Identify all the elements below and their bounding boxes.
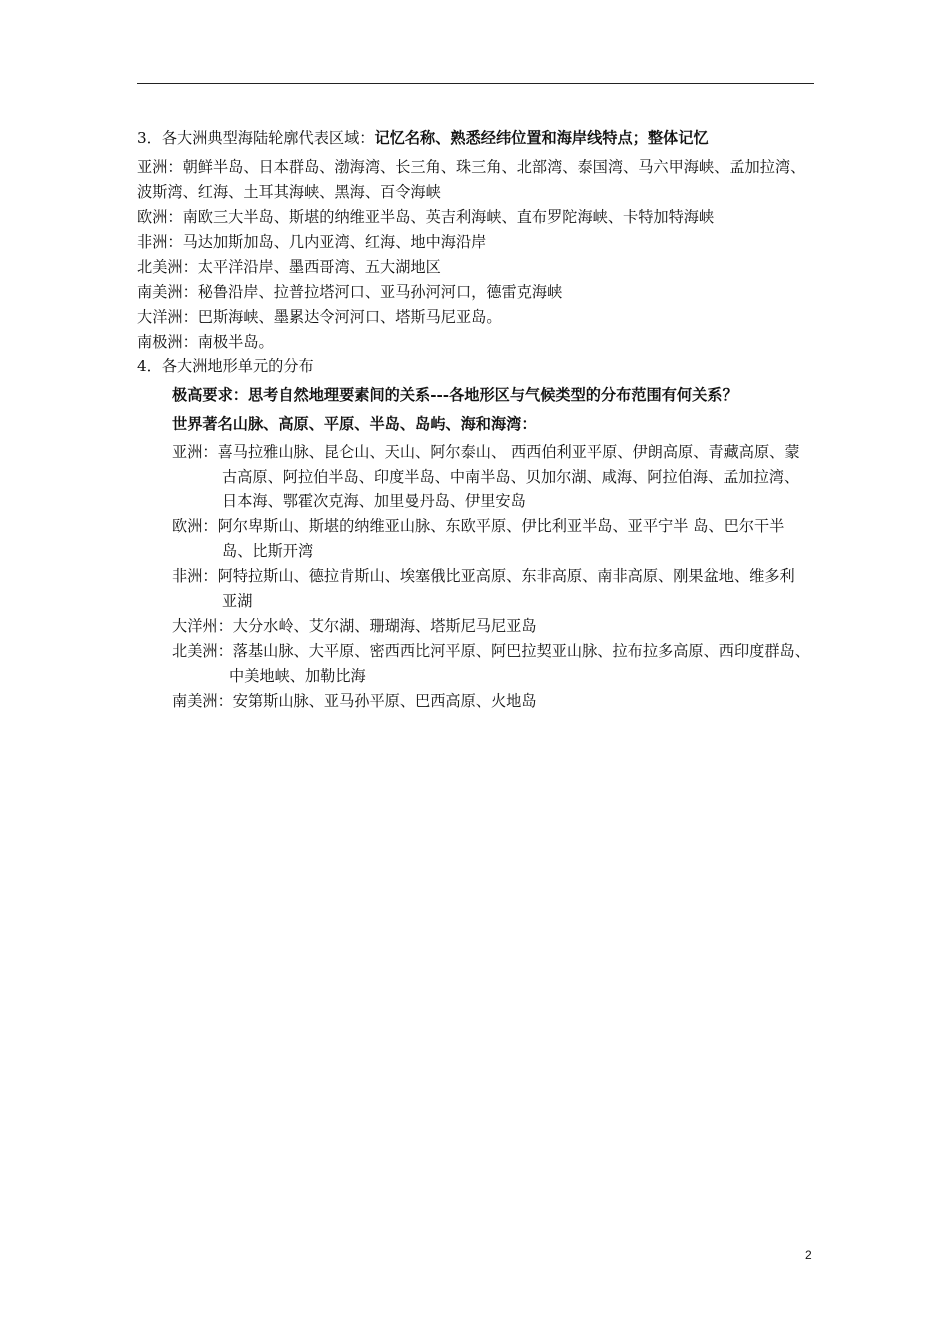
sec4-asia-line-2: 古高原、阿拉伯半岛、印度半岛、中南半岛、贝加尔湖、咸海、阿拉伯海、孟加拉湾、 <box>222 468 800 486</box>
header-rule <box>137 83 814 84</box>
sec4-asia-line-1: 亚洲：喜马拉雅山脉、昆仑山、天山、阿尔泰山、 西西伯利亚平原、伊朗高原、青藏高原、蒙 <box>172 443 800 461</box>
sec4-europe-line-1: 欧洲：阿尔卑斯山、斯堪的纳维亚山脉、东欧平原、伊比利亚半岛、亚平宁半 岛、巴尔干半 <box>172 517 785 535</box>
sec4-africa-line-1: 非洲：阿特拉斯山、德拉肯斯山、埃塞俄比亚高原、东非高原、南非高原、刚果盆地、维多利 <box>172 567 795 585</box>
sec4-south-america-line: 南美洲：安第斯山脉、亚马孙平原、巴西高原、火地岛 <box>172 692 537 710</box>
section-4-heading: 4．各大洲地形单元的分布 <box>137 357 314 375</box>
section-3-heading-emphasis: 记忆名称、熟悉经纬位置和海岸线特点；整体记忆 <box>374 129 709 147</box>
sec4-north-america-line-1: 北美洲：落基山脉、大平原、密西西比河平原、阿巴拉契亚山脉、拉布拉多高原、西印度群岛、 <box>172 642 810 660</box>
sec4-north-america-line-2: 中美地峡、加勒比海 <box>229 667 366 685</box>
section-3-heading-prefix: 3．各大洲典型海陆轮廓代表区域： <box>137 129 375 147</box>
sec3-asia-line-2: 波斯湾、红海、土耳其海峡、黑海、百令海峡 <box>137 183 441 201</box>
sec3-south-america-line: 南美洲：秘鲁沿岸、拉普拉塔河口、亚马孙河河口，德雷克海峡 <box>137 283 563 301</box>
sec3-europe-line: 欧洲：南欧三大半岛、斯堪的纳维亚半岛、英吉利海峡、直布罗陀海峡、卡特加特海峡 <box>137 208 715 226</box>
sec3-north-america-line: 北美洲：太平洋沿岸、墨西哥湾、五大湖地区 <box>137 258 441 276</box>
sec4-africa-line-2: 亚湖 <box>222 592 253 610</box>
sec3-asia-line-1: 亚洲：朝鲜半岛、日本群岛、渤海湾、长三角、珠三角、北部湾、泰国湾、马六甲海峡、孟加拉湾、 <box>137 158 806 176</box>
section-3-heading <box>137 128 709 148</box>
sec4-oceania-line: 大洋州：大分水岭、艾尔湖、珊瑚海、塔斯尼马尼亚岛 <box>172 617 537 635</box>
sec4-requirement: 极高要求：思考自然地理要素间的关系---各地形区与气候类型的分布范围有何关系？ <box>172 386 738 404</box>
sec4-asia-line-3: 日本海、鄂霍次克海、加里曼丹岛、伊里安岛 <box>222 492 526 510</box>
sec3-oceania-line: 大洋洲：巴斯海峡、墨累达令河河口、塔斯马尼亚岛。 <box>137 308 502 326</box>
sec3-antarctica-line: 南极洲：南极半岛。 <box>137 333 274 351</box>
sec4-subheading: 世界著名山脉、高原、平原、半岛、岛屿、海和海湾： <box>172 415 537 433</box>
sec3-africa-line: 非洲：马达加斯加岛、几内亚湾、红海、地中海沿岸 <box>137 233 487 251</box>
sec4-europe-line-2: 岛、比斯开湾 <box>222 542 314 560</box>
page-number: 2 <box>805 1248 812 1262</box>
